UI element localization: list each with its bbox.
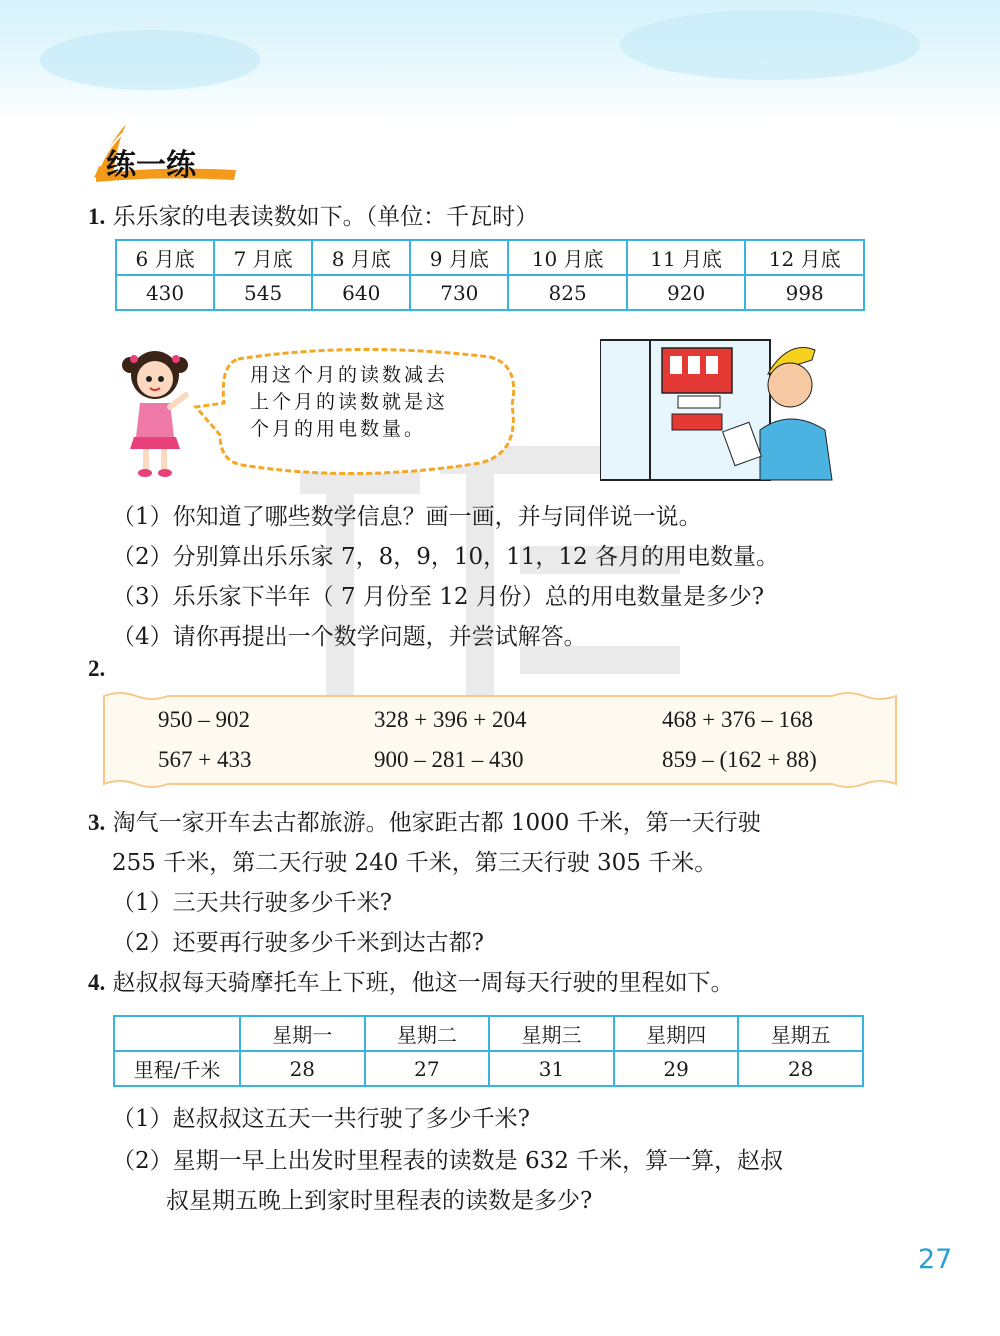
- table-cell: 8 月底: [312, 240, 410, 275]
- bubble-text: [250, 362, 500, 443]
- bubble-line: 个月的用电数量。: [250, 418, 427, 440]
- table-cell: 28: [240, 1051, 365, 1086]
- q1-sub-3: （3）乐乐家下半年（ 7 月份至 12 月份）总的用电数量是多少?: [112, 584, 765, 610]
- table-cell: 10 月底: [508, 240, 627, 275]
- table-cell: 星期三: [489, 1016, 614, 1051]
- table-cell: 29: [614, 1051, 739, 1086]
- meter-reading-table: [115, 239, 865, 311]
- q1-sub-4: （4）请你再提出一个数学问题，并尝试解答。: [112, 624, 587, 650]
- table-cell: 430: [116, 275, 214, 310]
- table-cell: 9 月底: [410, 240, 508, 275]
- table-cell: 11 月底: [627, 240, 746, 275]
- table-cell: 28: [738, 1051, 863, 1086]
- table-cell: 12 月底: [745, 240, 864, 275]
- table-row-label: 里程/千米: [114, 1051, 240, 1086]
- q4-stem: [88, 964, 734, 997]
- page-number: 27: [918, 1244, 953, 1275]
- q1-stem: [88, 198, 538, 231]
- bubble-line: 用这个月的读数减去: [250, 364, 449, 386]
- q2-number: 2.: [88, 656, 106, 681]
- q1-sub-1: （1）你知道了哪些数学信息？画一画，并与同伴说一说。: [112, 504, 702, 530]
- expression: 950 – 902: [158, 707, 250, 732]
- table-cell: 730: [410, 275, 508, 310]
- table-cell: 6 月底: [116, 240, 214, 275]
- q3-sub-2: （2）还要再行驶多少千米到达古都?: [112, 930, 484, 956]
- cloud: [40, 30, 260, 90]
- table-cell: 640: [312, 275, 410, 310]
- q4-text: 赵叔叔每天骑摩托车上下班，他这一周每天行驶的里程如下。: [112, 970, 734, 996]
- sky-header-band: [0, 0, 1000, 120]
- table-cell: 31: [489, 1051, 614, 1086]
- q1-sub-2: （2）分别算出乐乐家 7，8，9，10，11，12 各月的用电数量。: [112, 544, 779, 570]
- mileage-table: [113, 1015, 864, 1087]
- q1-number: 1.: [88, 204, 106, 229]
- q1-text: 乐乐家的电表读数如下。（单位：千瓦时）: [112, 204, 539, 230]
- expression: 567 + 433: [158, 747, 252, 772]
- table-cell: 920: [627, 275, 746, 310]
- cloud: [620, 10, 920, 80]
- q4-sub-2-cont: 叔星期五晚上到家时里程表的读数是多少?: [166, 1188, 593, 1214]
- q3-sub-1: （1）三天共行驶多少千米?: [112, 890, 392, 916]
- table-cell: 星期二: [365, 1016, 490, 1051]
- expression: 859 – (162 + 88): [662, 747, 817, 772]
- table-cell: 545: [214, 275, 312, 310]
- table-row-months: [116, 240, 864, 275]
- table-cell: 825: [508, 275, 627, 310]
- q4-sub-2: （2）星期一早上出发时里程表的读数是 632 千米，算一算，赵叔: [112, 1148, 784, 1174]
- table-cell-empty: [114, 1016, 240, 1051]
- table-cell: 星期四: [614, 1016, 739, 1051]
- q3-stem: [88, 804, 761, 837]
- expression-frame: [100, 690, 900, 790]
- q4-number: 4.: [88, 970, 106, 995]
- q3-line-1: 淘气一家开车去古都旅游。他家距古都 1000 千米，第一天行驶: [112, 810, 761, 836]
- q3-number: 3.: [88, 810, 106, 835]
- table-row-weekdays: [114, 1016, 863, 1051]
- table-row-mileage: [114, 1051, 863, 1086]
- table-cell: 星期一: [240, 1016, 365, 1051]
- table-row-readings: [116, 275, 864, 310]
- electrician-meter-illustration: [600, 330, 850, 490]
- table-cell: 27: [365, 1051, 490, 1086]
- expression: 900 – 281 – 430: [374, 747, 524, 772]
- section-title: [86, 118, 246, 184]
- expression: 328 + 396 + 204: [374, 707, 527, 732]
- section-title-text: 练一练: [106, 148, 196, 183]
- bubble-line: 上个月的读数就是这: [250, 391, 449, 413]
- table-cell: 7 月底: [214, 240, 312, 275]
- table-cell: 998: [745, 275, 864, 310]
- expression: 468 + 376 – 168: [662, 707, 813, 732]
- q3-line-2: 255 千米，第二天行驶 240 千米，第三天行驶 305 千米。: [112, 850, 718, 876]
- table-cell: 星期五: [738, 1016, 863, 1051]
- q4-sub-1: （1）赵叔叔这五天一共行驶了多少千米?: [112, 1106, 530, 1132]
- girl-illustration: [110, 345, 200, 480]
